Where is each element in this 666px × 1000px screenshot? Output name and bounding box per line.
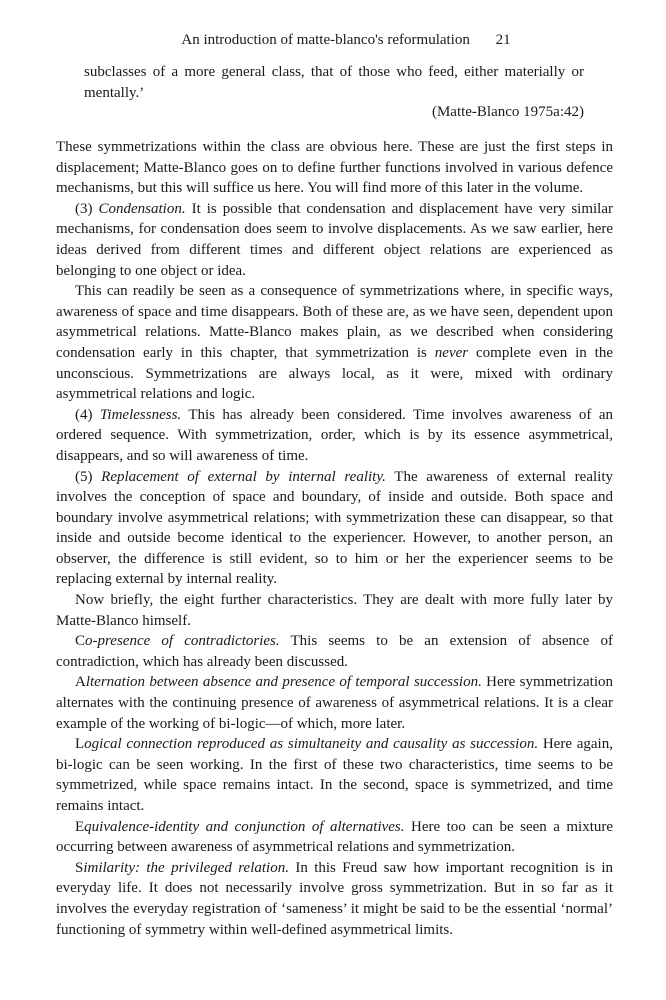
paragraph-heading: Condensation.	[98, 200, 186, 217]
emphasis-word: never	[434, 344, 469, 361]
paragraph-logical-connection: Logical connection reproduced as simultaneity and causality as succession. Here again, bi-logic can be seen working. In the first of these two characteristics, time seems to be symmetrized, while space remains intact. In the second, space is symmetrized, and time remains intact.	[56, 736, 613, 814]
paragraph-heading: ogical connection reproduced as simultaneity and causality as succession.	[84, 736, 539, 753]
block-quote-citation: (Matte-Blanco 1975a:42)	[431, 104, 584, 120]
paragraph-heading: Timelessness.	[99, 406, 182, 423]
paragraph-heading: o-presence of contradictories.	[85, 633, 280, 650]
paragraph-timelessness: (4) Timelessness. This has already been considered. Time involves awareness of an ordered sequence. With symmetrization, order, which is by its essence asymmetrical, disappears, and so will awareness of time.	[56, 406, 613, 464]
paragraph-heading: imilarity: the privileged relation.	[83, 859, 289, 876]
paragraph-heading: Replacement of external by internal reality.	[101, 468, 386, 485]
block-quote-text: subclasses of a more general class, that of those who feed, either materially or mentally.’	[84, 64, 584, 101]
paragraph-similarity: Similarity: the privileged relation. In this Freud saw how important recognition is in everyday life. It does not necessarily involve gross symmetrization. But in so far as it involves the everyday registration of ‘sameness’ it might be said to be the essential ‘normal’ functioning of symmetry within well-defined asymmetrical limits.	[56, 859, 613, 938]
running-head	[0, 30, 666, 50]
paragraph-alternation: Alternation between absence and presence of temporal succession. Here symmetrization alternates with the continuing presence of awareness of asymmetrical relations. It is a clear example of the working of bi-logic—of which, more later.	[56, 674, 613, 732]
page-number: 21	[495, 32, 511, 48]
paragraph-equivalence-identity: Equivalence-identity and conjunction of alternatives. Here too can be seen a mixture occurring between awareness of asymmetrical relations and symmetrization.	[56, 818, 614, 856]
running-head-title: An introduction of matte-blanco's reformulation	[181, 32, 470, 48]
paragraph-heading: lternation between absence and presence of temporal succession.	[85, 674, 482, 691]
paragraph-replacement-of-reality: (5) Replacement of external by internal reality. The awareness of external reality involves the conception of space and boundary, of inside and outside. Both space and boundary involve asymmetrical relations; with symmetrization these can disappear, so that inside and outside become identical to the experiencer. However, to another person, an observer, the difference is still evident, so to him or her the experiencer seems to be replacing external by internal reality.	[56, 468, 613, 588]
paragraph-further-characteristics: Now briefly, the eight further characteristics. They are dealt with more fully later by Matte-Blanco himself.	[56, 592, 613, 629]
paragraph-co-presence: Co-presence of contradictories. This seems to be an extension of absence of contradiction, which has already been discussed.	[56, 633, 613, 670]
body-text	[56, 137, 613, 940]
paragraph-displacement-end: These symmetrizations within the class are obvious here. These are just the first steps in displacement; Matte-Blanco goes on to define further functions involved in various defence mechanisms, but this will suffice us here. You will find more of this later in the volume.	[56, 139, 613, 197]
paragraph-condensation-consequence: This can readily be seen as a consequence of symmetrizations where, in specific ways, awareness of space and time disappears. Both of these are, as we have seen, dependent upon asymmetrical relations. Matte-Blanco makes plain, as we described when considering condensation early in this chapter, that symmetrization is never complete even in the unconscious. Symmetrizations are always local, as it were, mixed with ordinary asymmetrical relations and logic.	[56, 283, 613, 403]
paragraph-heading: quivalence-identity and conjunction of alternatives.	[84, 818, 405, 835]
block-quote	[84, 62, 584, 103]
paragraph-condensation: (3) Condensation. It is possible that condensation and displacement have very similar mechanisms, for condensation does seem to involve displacements. As we saw earlier, here ideas derived from different times and different object relations are experienced as belonging to one object or idea.	[56, 200, 613, 279]
